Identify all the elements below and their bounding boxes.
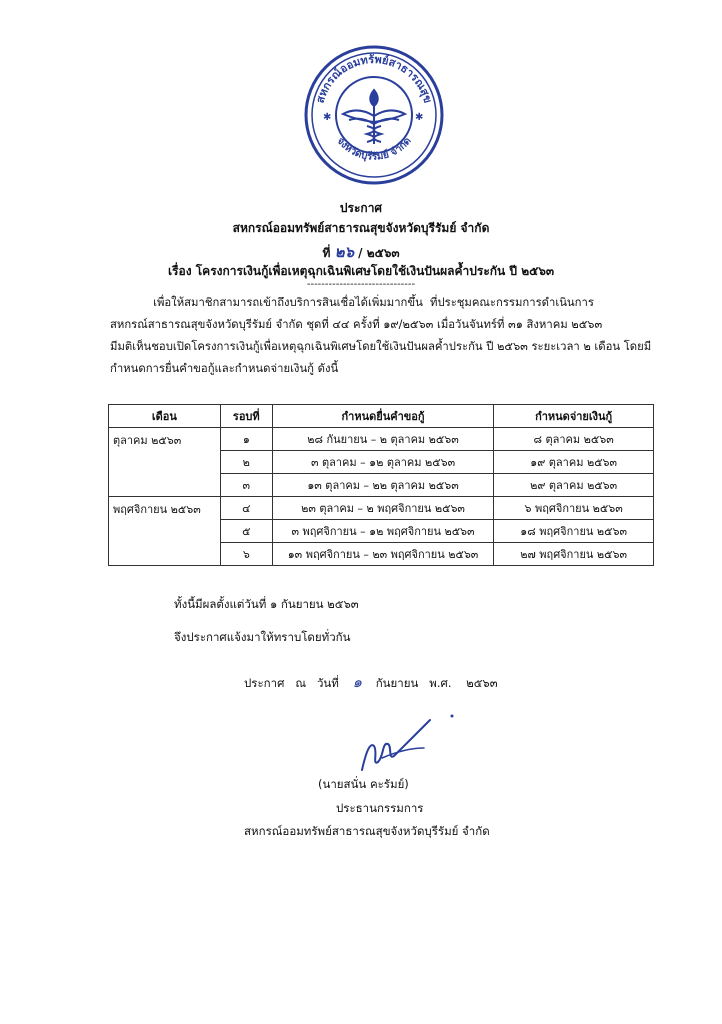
cell-round: ๒ bbox=[220, 451, 272, 474]
signatory-org: สหกรณ์ออมทรัพย์สาธารณสุขจังหวัดบุรีรัมย์ จำกัด bbox=[244, 824, 490, 838]
cell-round: ๑ bbox=[220, 428, 272, 451]
paragraph-line: มีมติเห็นชอบเปิดโครงการเงินกู้เพื่อเหตุฉุกเฉินพิเศษโดยใช้เงินปันผลค้ำประกัน ปี ๒๕๖๓ ระยะเวลา ๒ เดือน โดยมี bbox=[110, 340, 652, 353]
signatory-position: ประธานกรรมการ bbox=[336, 801, 424, 815]
effective-date-line: ทั้งนี้มีผลตั้งแต่วันที่ ๑ กันยายน ๒๕๖๓ bbox=[174, 597, 359, 611]
number-prefix: ที่ bbox=[322, 246, 331, 260]
cell-round: ๓ bbox=[220, 474, 272, 497]
date-day-handwritten: ๑ bbox=[352, 673, 363, 691]
cell-round: ๕ bbox=[220, 520, 272, 543]
subject-line: เรื่อง โครงการเงินกู้เพื่อเหตุฉุกเฉินพิเศษโดยใช้เงินปันผลค้ำประกัน ปี ๒๕๖๓ bbox=[167, 264, 555, 278]
cell-pay: ๒๗ พฤศจิกายน ๒๕๖๓ bbox=[494, 543, 654, 566]
loan-schedule-table bbox=[108, 404, 654, 566]
winged-caduceus-icon bbox=[343, 90, 405, 144]
cell-apply: ๒๘ กันยายน – ๒ ตุลาคม ๒๕๖๓ bbox=[272, 428, 494, 451]
seal-outer-text: สหกรณ์ออมทรัพย์สาธารณสุข bbox=[313, 52, 435, 105]
cell-pay: ๑๙ ตุลาคม ๒๕๖๓ bbox=[494, 451, 654, 474]
cell-apply: ๑๓ ตุลาคม – ๒๒ ตุลาคม ๒๕๖๓ bbox=[272, 474, 494, 497]
date-prefix: ประกาศ ณ วันที่ bbox=[244, 676, 339, 690]
handwritten-signature bbox=[352, 712, 462, 782]
number-handwritten: ๒๖ bbox=[334, 243, 354, 261]
number-suffix: / ๒๕๖๓ bbox=[358, 246, 400, 260]
cell-pay: ๖ พฤศจิกายน ๒๕๖๓ bbox=[494, 497, 654, 520]
cell-pay: ๑๘ พฤศจิกายน ๒๕๖๓ bbox=[494, 520, 654, 543]
paragraph-line: เพื่อให้สมาชิกสามารถเข้าถึงบริการสินเชื่อได้เพิ่มมากขึ้น ที่ประชุมคณะกรรมการดำเนินการ bbox=[110, 296, 594, 309]
table-header-row bbox=[109, 405, 654, 428]
signatory-name: (นายสนั่น คะรัมย์) bbox=[318, 777, 409, 791]
announce-date-line bbox=[244, 670, 498, 694]
table-row bbox=[109, 497, 654, 520]
announcement-number bbox=[0, 240, 722, 264]
paragraph-line: สหกรณ์สาธารณสุขจังหวัดบุรีรัมย์ จำกัด ชุดที่ ๔๔ ครั้งที่ ๑๙/๒๕๖๓ เมื่อวันจันทร์ที่ ๓๑ สิงหาคม ๒๕๖๓ bbox=[110, 318, 603, 331]
seal-inner-text: จังหวัดบุรีรัมย์ จำกัด bbox=[334, 135, 414, 163]
cell-round: ๔ bbox=[220, 497, 272, 520]
header-round: รอบที่ bbox=[220, 405, 272, 428]
cell-apply: ๒๓ ตุลาคม – ๒ พฤศจิกายน ๒๕๖๓ bbox=[272, 497, 494, 520]
cell-apply: ๑๓ พฤศจิกายน – ๒๓ พฤศจิกายน ๒๕๖๓ bbox=[272, 543, 494, 566]
cooperative-seal-logo bbox=[303, 44, 445, 186]
doc-title: ประกาศ bbox=[339, 201, 383, 215]
svg-text:✱: ✱ bbox=[415, 112, 424, 123]
cell-apply: ๓ ตุลาคม – ๑๒ ตุลาคม ๒๕๖๓ bbox=[272, 451, 494, 474]
cell-month: ตุลาคม ๒๕๖๓ bbox=[109, 428, 221, 497]
announce-line: จึงประกาศแจ้งมาให้ทราบโดยทั่วกัน bbox=[174, 630, 351, 644]
header-month: เดือน bbox=[109, 405, 221, 428]
separator-rule: ------------------------------ bbox=[306, 279, 416, 290]
header-pay-date: กำหนดจ่ายเงินกู้ bbox=[494, 405, 654, 428]
cell-apply: ๓ พฤศจิกายน – ๑๒ พฤศจิกายน ๒๕๖๓ bbox=[272, 520, 494, 543]
cell-month: พฤศจิกายน ๒๕๖๓ bbox=[109, 497, 221, 566]
cell-pay: ๘ ตุลาคม ๒๕๖๓ bbox=[494, 428, 654, 451]
paragraph-line: กำหนดการยื่นคำขอกู้และกำหนดจ่ายเงินกู้ ดังนี้ bbox=[110, 362, 339, 375]
cell-round: ๖ bbox=[220, 543, 272, 566]
header-apply-period: กำหนดยื่นคำขอกู้ bbox=[272, 405, 494, 428]
cell-pay: ๒๙ ตุลาคม ๒๕๖๓ bbox=[494, 474, 654, 497]
body-paragraph bbox=[110, 292, 670, 380]
date-suffix: กันยายน พ.ศ. ๒๕๖๓ bbox=[375, 676, 498, 690]
svg-text:✱: ✱ bbox=[323, 112, 332, 123]
org-name: สหกรณ์ออมทรัพย์สาธารณสุขจังหวัดบุรีรัมย์ จำกัด bbox=[232, 221, 490, 235]
table-row bbox=[109, 428, 654, 451]
